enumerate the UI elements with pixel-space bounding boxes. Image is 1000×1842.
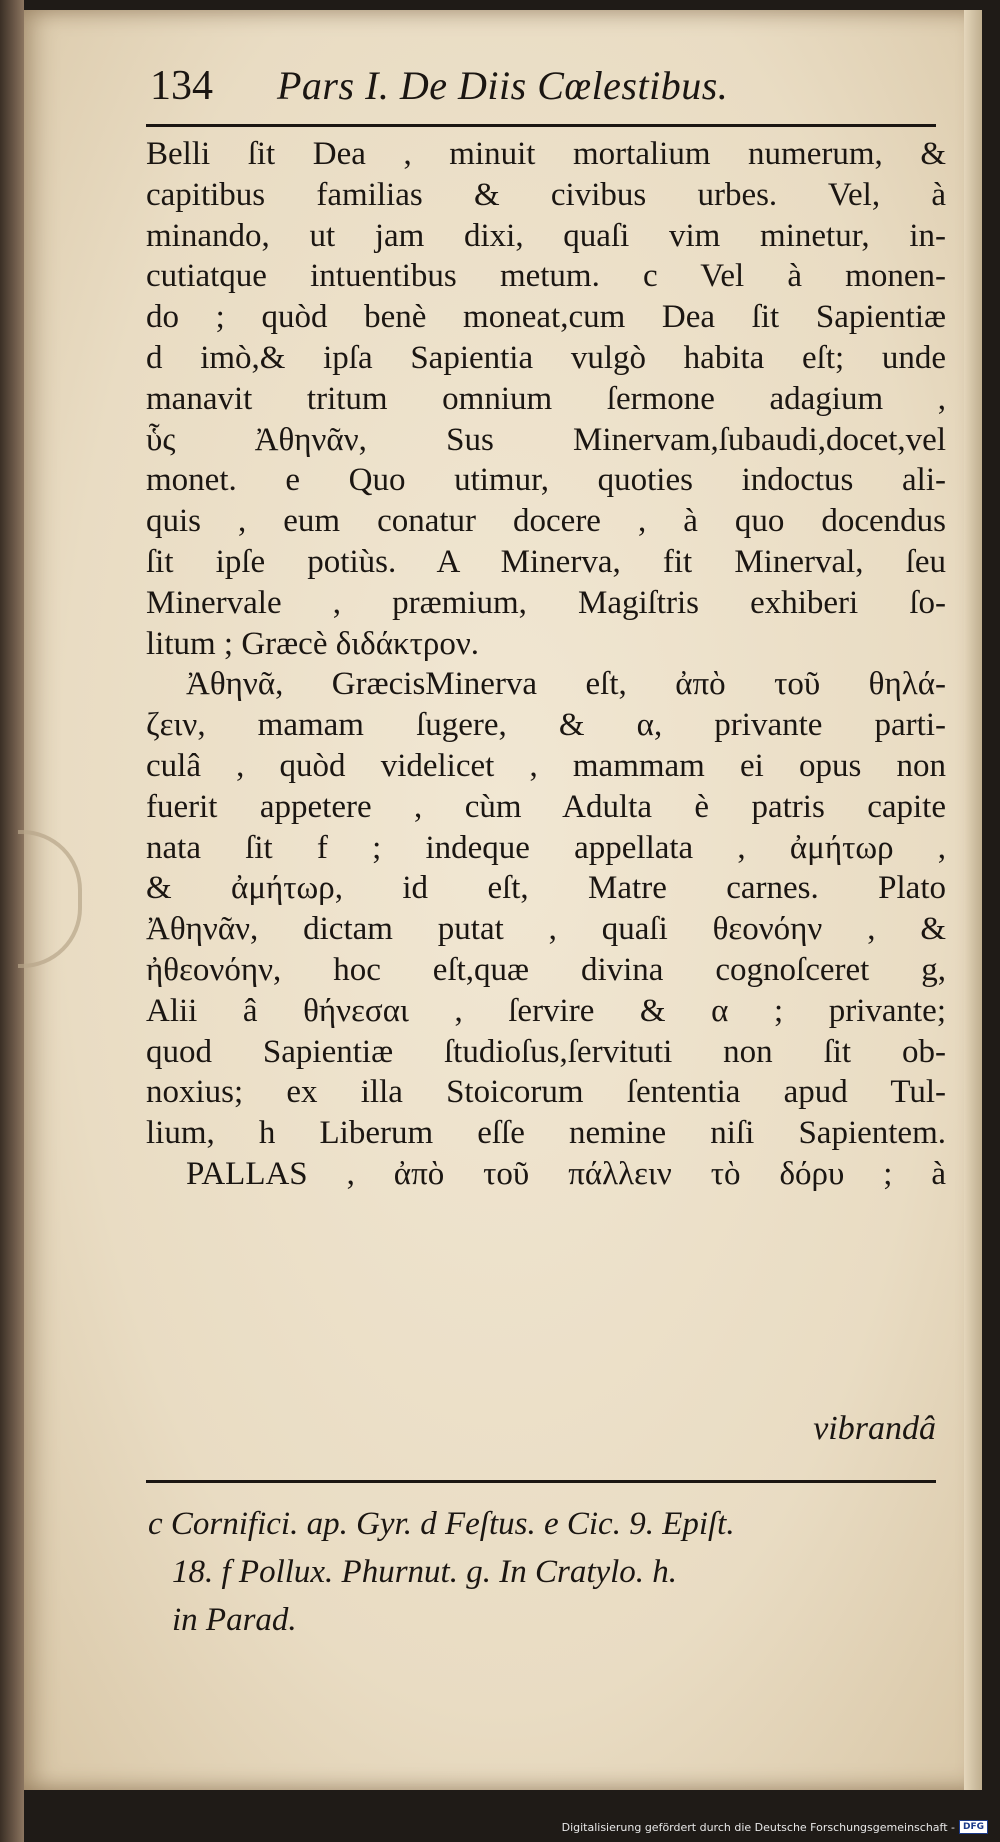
text-line: Minervale , præmium, Magiſtris exhiberi ſo- [146, 584, 946, 621]
text-line: PALLAS , ἀπὸ τοῦ πάλλειν τὸ δόρυ ; à [186, 1155, 946, 1192]
text-line: nata ſit f ; indeque appellata , ἀμήτωρ , [146, 829, 946, 866]
text-line: quod Sapientiæ ſtudioſus,ſervituti non ſit ob- [146, 1033, 946, 1070]
text-line: minando, ut jam dixi, quaſi vim minetur, in- [146, 217, 946, 254]
page-edge [964, 10, 982, 1790]
footnote-line: c Cornifici. ap. Gyr. d Feſtus. e Cic. 9. Epiſt. [148, 1506, 735, 1542]
text-line: & ἀμήτωρ, id eſt, Matre carnes. Plato [146, 870, 946, 907]
text-line: monet. e Quo utimur, quoties indoctus ali- [146, 462, 946, 499]
text-line: d imò,& ipſa Sapientia vulgò habita eſt; unde [146, 339, 946, 376]
footnote-line: 18. f Pollux. Phurnut. g. In Cratylo. h. [172, 1554, 678, 1590]
text-line: noxius; ex illa Stoicorum ſententia apud Tul- [146, 1074, 946, 1111]
text-line: ὗς Ἀθηνᾶν, Sus Minervam,ſubaudi,docet,vel [146, 421, 946, 458]
text-line: litum ; Græcè διδάκτρον. [146, 625, 480, 662]
footnotes [148, 1500, 938, 1644]
text-line: quis , eum conatur docere , à quo docendus [146, 503, 946, 540]
footnote-line: in Parad. [172, 1602, 297, 1638]
credit-text: Digitalisierung gefördert durch die Deutsche Forschungsgemeinschaft - [561, 1820, 955, 1834]
catchword: vibrandâ [813, 1410, 936, 1447]
page-header [150, 62, 930, 122]
text-line: ἠθεονόην, hoc eſt,quæ divina cognoſceret g, [146, 951, 946, 988]
running-head: Pars I. De Diis Cœlestibus. [277, 63, 729, 108]
text-line: Ἀθηνᾶν, dictam putat , quaſi θεονόην , & [146, 911, 946, 948]
text-line: manavit tritum omnium ſermone adagium , [146, 380, 946, 417]
header-rule [146, 124, 936, 127]
main-text [146, 134, 946, 1195]
text-line: ζειν, mamam ſugere, & α, privante parti- [146, 707, 946, 744]
text-line: ſit ipſe potiùs. A Minerva, fit Minerval, ſeu [146, 543, 946, 580]
digitization-credit [562, 1820, 988, 1834]
clasp-shadow [18, 830, 82, 968]
text-line: Ἀθηνᾶ, GræcisMinerva eſt, ἀπὸ τοῦ θηλά- [186, 666, 946, 703]
text-line: lium, h Liberum eſſe nemine niſi Sapientem. [146, 1115, 946, 1152]
text-line: fuerit appetere , cùm Adulta è patris capite [146, 788, 946, 825]
text-line: Alii â θήνεσαι , ſervire & α ; privante; [146, 992, 946, 1029]
text-line: culâ , quòd videlicet , mammam ei opus non [146, 747, 946, 784]
footnote-rule [146, 1480, 936, 1483]
text-line: cutiatque intuentibus metum. c Vel à monen- [146, 258, 946, 295]
text-line: capitibus familias & civibus urbes. Vel, à [146, 176, 946, 213]
text-line: do ; quòd benè moneat,cum Dea ſit Sapientiæ [146, 299, 946, 336]
dfg-logo: DFG [959, 1820, 988, 1834]
text-line: Belli ſit Dea , minuit mortalium numerum, & [146, 136, 946, 172]
page-number: 134 [150, 63, 213, 109]
